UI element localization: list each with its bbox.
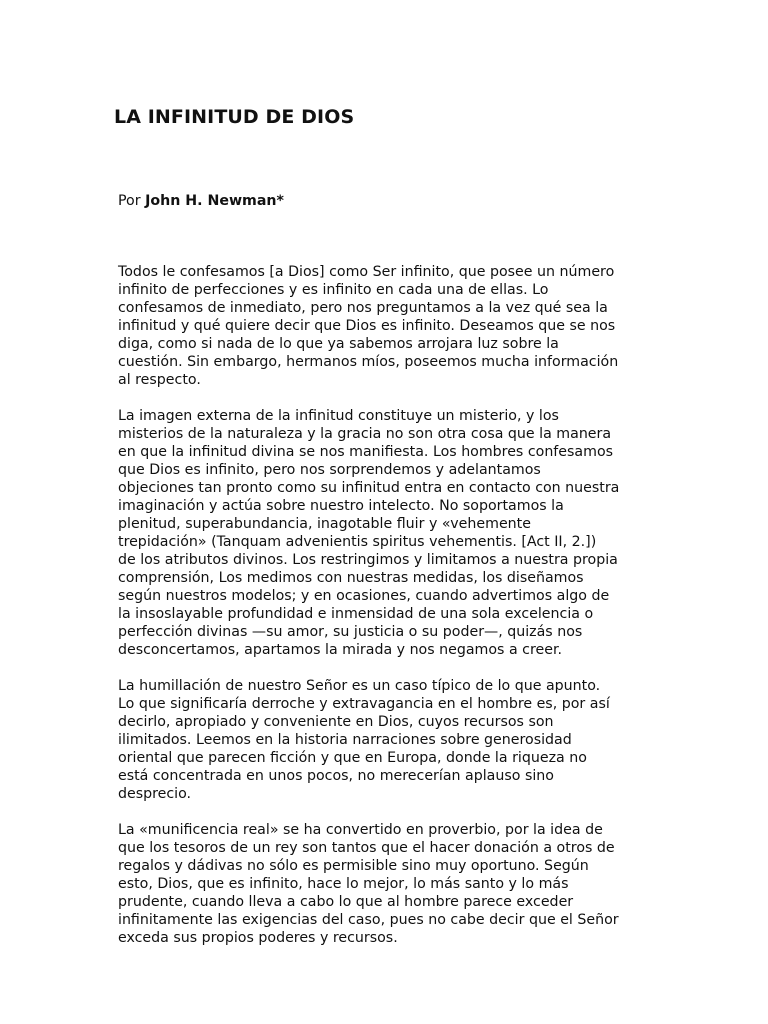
paragraph-line: infinitamente las exigencias del caso, pues no cabe decir que el Señor: [118, 912, 619, 928]
paragraph-line: esto, Dios, que es infinito, hace lo mejor, lo más santo y lo más: [118, 876, 569, 892]
paragraph: [118, 677, 670, 803]
paragraph-line: plenitud, superabundancia, inagotable fluir y «vehemente: [118, 516, 531, 532]
paragraph-line: decirlo, apropiado y conveniente en Dios, cuyos recursos son: [118, 714, 554, 730]
byline: [118, 192, 284, 210]
document-title: LA INFINITUD DE DIOS: [114, 106, 355, 128]
document-body: [118, 263, 670, 965]
paragraph-line: oriental que parecen ficción y que en Europa, donde la riqueza no: [118, 750, 587, 766]
byline-prefix: Por: [118, 193, 141, 209]
paragraph-line: está concentrada en unos pocos, no merecerían aplauso sino: [118, 768, 554, 784]
paragraph-line: desprecio.: [118, 786, 192, 802]
paragraph-line: al respecto.: [118, 372, 201, 388]
paragraph-line: en que la infinitud divina se nos manifiesta. Los hombres confesamos: [118, 444, 614, 460]
paragraph-line: cuestión. Sin embargo, hermanos míos, poseemos mucha información: [118, 354, 619, 370]
paragraph-line: Lo que significaría derroche y extravagancia en el hombre es, por así: [118, 696, 610, 712]
paragraph-line: exceda sus propios poderes y recursos.: [118, 930, 398, 946]
paragraph-line: infinito de perfecciones y es infinito en cada una de ellas. Lo: [118, 282, 549, 298]
paragraph-line: comprensión, Los medimos con nuestras medidas, los diseñamos: [118, 570, 584, 586]
paragraph-line: ilimitados. Leemos en la historia narraciones sobre generosidad: [118, 732, 572, 748]
paragraph-line: que los tesoros de un rey son tantos que el hacer donación a otros de: [118, 840, 615, 856]
paragraph-line: La imagen externa de la infinitud constituye un misterio, y los: [118, 408, 559, 424]
paragraph-line: que Dios es infinito, pero nos sorprendemos y adelantamos: [118, 462, 541, 478]
paragraph: [118, 263, 670, 389]
paragraph-line: perfección divinas —su amor, su justicia o su poder—, quizás nos: [118, 624, 583, 640]
paragraph-line: trepidación» (Tanquam advenientis spiritus vehementis. [Act II, 2.]): [118, 534, 597, 550]
paragraph-line: prudente, cuando lleva a cabo lo que al hombre parece exceder: [118, 894, 574, 910]
author-name: John H. Newman*: [145, 193, 284, 209]
paragraph: [118, 821, 670, 947]
paragraph: [118, 407, 670, 659]
paragraph-line: imaginación y actúa sobre nuestro intelecto. No soportamos la: [118, 498, 564, 514]
paragraph-line: misterios de la naturaleza y la gracia no son otra cosa que la manera: [118, 426, 612, 442]
paragraph-line: según nuestros modelos; y en ocasiones, cuando advertimos algo de: [118, 588, 610, 604]
paragraph-line: confesamos de inmediato, pero nos preguntamos a la vez qué sea la: [118, 300, 608, 316]
paragraph-line: regalos y dádivas no sólo es permisible sino muy oportuno. Según: [118, 858, 589, 874]
paragraph-line: Todos le confesamos [a Dios] como Ser infinito, que posee un número: [118, 264, 615, 280]
paragraph-line: de los atributos divinos. Los restringimos y limitamos a nuestra propia: [118, 552, 618, 568]
paragraph-line: La humillación de nuestro Señor es un caso típico de lo que apunto.: [118, 678, 601, 694]
paragraph-line: diga, como si nada de lo que ya sabemos arrojara luz sobre la: [118, 336, 559, 352]
paragraph-line: objeciones tan pronto como su infinitud entra en contacto con nuestra: [118, 480, 620, 496]
paragraph-line: infinitud y qué quiere decir que Dios es infinito. Deseamos que se nos: [118, 318, 616, 334]
paragraph-line: La «munificencia real» se ha convertido en proverbio, por la idea de: [118, 822, 603, 838]
paragraph-line: desconcertamos, apartamos la mirada y nos negamos a creer.: [118, 642, 562, 658]
paragraph-line: la insoslayable profundidad e inmensidad de una sola excelencia o: [118, 606, 594, 622]
